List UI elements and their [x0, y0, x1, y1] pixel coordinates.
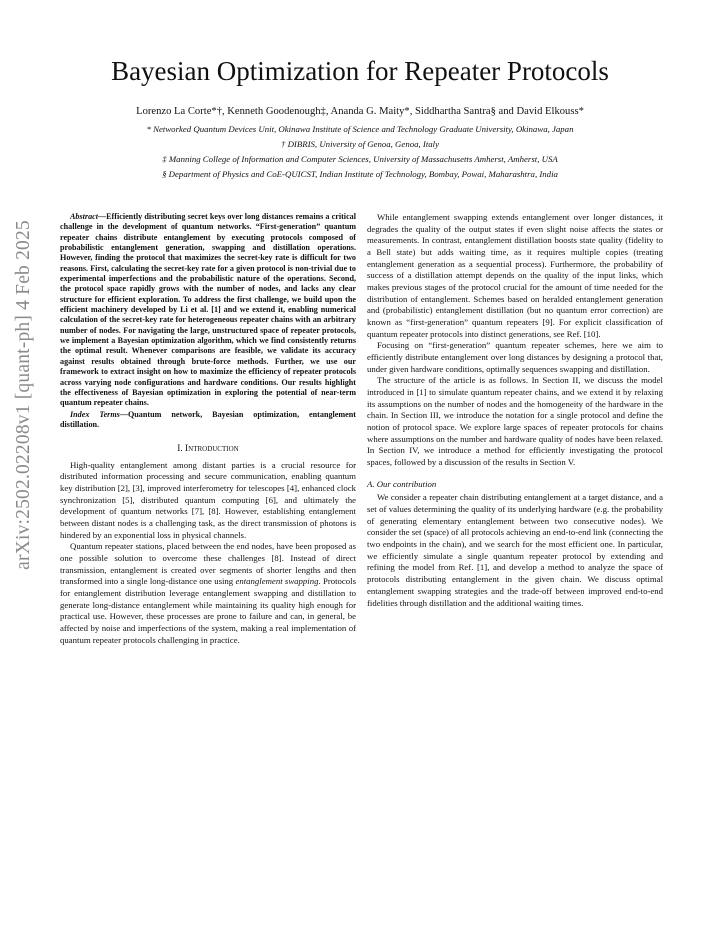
affiliation-3: ‡ Manning College of Information and Computer Sciences, University of Massachusetts Amherst, Amherst, USA — [162, 154, 558, 164]
index-terms-label: Index Terms — [70, 409, 120, 419]
intro-p2-part-b: . Protocols for entanglement distribution leverage entanglement swapping and distillation to generate long-distance entanglement while maintaining its quality high enough for practical use. However, these processes are prone to failure and can, in general, be affected by noise and imperfections of the system, making a real implementation of quantum repeater protocols challenging in practice. — [60, 576, 357, 645]
paper-title: Bayesian Optimization for Repeater Protocols — [111, 56, 609, 86]
left-column — [60, 212, 356, 646]
intro-p2-emphasis: entanglement swapping — [235, 576, 319, 587]
affiliation-4: § Department of Physics and CoE-QUICST, Indian Institute of Technology, Bombay, Powai, Maharashtra, India — [162, 169, 558, 179]
right-paragraph-1: While entanglement swapping extends entanglement over longer distances, it degrades the quality of the output states if even slight noise affects the states or measurements. In contrast, entanglement distillation boosts state quality (fidelity to a Bell state) but adds waiting time, as it requires multiple copies (treating entanglement generation as a sequential process). Furthermore, the probability of success of a distillation attempt depends on the quality of the input links, which makes previous stages of the protocol crucial for the amount of time needed for the distribution of entanglement. Schemes based on heralded entanglement generation and (probabilistic) entanglement distillation (but no quantum error correction) are known as “first-generation” quantum repeaters [9]. For explicit classification of quantum repeater protocols into distinct generations, see Ref. [10]. — [367, 212, 663, 339]
right-paragraph-3: The structure of the article is as follows. In Section II, we discuss the model introduced in [1] to simulate quantum repeater chains, and we extend it by relaxing its assumptions on the number of nodes and the homogeneity of the hardware in the chain. In Section III, we introduce the notation for a single protocol and define the notion of protocol space. We explore large spaces of repeater protocols for chains where assumptions on the number and hardware quality of nodes have been relaxed. In Section IV, we introduce a method for efficiently investigating the protocol spaces, followed by a discussion of the results in Section V. — [367, 375, 663, 468]
abstract-label: Abstract — [70, 212, 98, 221]
intro-paragraph-2 — [60, 541, 356, 646]
index-terms — [60, 410, 356, 431]
intro-p2-part-a: Quantum repeater stations, placed between the end nodes, have been proposed as one possible solution to overcome these challenges [8]. Instead of direct transmission, entanglement is created over segments of shorter lengths and then transformed into a single long-distance one using — [60, 541, 356, 587]
subsection-heading-contribution: A. Our contribution — [367, 478, 437, 489]
author-list: Lorenzo La Corte*†, Kenneth Goodenough‡, Ananda G. Maity*, Siddhartha Santra§ and David Elkouss* — [136, 106, 584, 117]
section-heading-introduction: I. Introduction — [177, 444, 239, 455]
arxiv-identifier: arXiv:2502.02208v1 [quant-ph] 4 Feb 2025 — [13, 220, 34, 570]
affiliation-2: † DIBRIS, University of Genoa, Genoa, Italy — [280, 139, 440, 149]
abstract-text: —Efficiently distributing secret keys over long distances remains a critical challenge in the development of quantum networks. “First-generation” quantum repeater chains distribute entanglement by executing protocols composed of probabilistic entanglement generation, swapping and distillation operations. However, finding the protocol that maximizes the secret-key rate is difficult for two reasons. First, calculating the secret-key rate for a given protocol is non-trivial due to experimental imperfections and the probabilistic nature of the operations. Second, the protocol space rapidly grows with the number of nodes, and lacks any clear structure for efficient exploration. To address the first challenge, we build upon the efficient machinery developed by Li et al. [1] and we extend it, enabling numerical calculation of the secret-key rate for heterogeneous repeater chains with an arbitrary number of nodes. For navigating the large, unstructured space of repeater protocols, we implement a Bayesian optimization algorithm, which we find consistently returns the optimal result. Whenever comparisons are feasible, we validate its accuracy against results obtained through brute-force methods. Further, we use our framework to extract insight on how to maximize the efficiency of repeater protocols across varying node configurations and hardware conditions. Our results highlight the effectiveness of Bayesian optimization in exploring the potential of near-term quantum repeater chains. — [60, 212, 356, 408]
right-paragraph-2: Focusing on “first-generation” quantum repeater schemes, here we aim to efficiently distribute entanglement over long distances by designing a protocol that, under given hardware conditions, optimally sequences swapping and distillation. — [367, 340, 663, 374]
abstract — [60, 212, 356, 409]
index-terms-text: —Quantum network, Bayesian optimization, entanglement distillation. — [60, 409, 356, 429]
right-paragraph-4: We consider a repeater chain distributing entanglement at a target distance, and a set of values determining the quality of its underlying hardware (e.g. the probability of generating elementary entanglement between two consecutive nodes). We consider the set (space) of all protocols achieving an end-to-end link (connecting the two endpoints in the chain), and we search for the most efficient one. In particular, we efficiently simulate a single quantum repeater protocol by extending and refining the model from Ref. [1], and develop a method to analyze the space of protocols distributing entanglement in the given chain. We discuss optimal entanglement swapping strategies and the trade-off between improved end-to-end fidelities through distillation and the additional waiting times. — [367, 492, 663, 608]
right-column — [367, 212, 663, 609]
affiliation-1: * Networked Quantum Devices Unit, Okinawa Institute of Science and Technology Graduate University, Okinawa, Japan — [146, 124, 574, 134]
intro-paragraph-1: High-quality entanglement among distant parties is a crucial resource for distributed information processing and secure communication, enabling quantum key distribution [2], [3], improved interferometry for telescopes [4], enhanced clock synchronization [5], distributed quantum computing [6], and ultimately the development of quantum networks [7], [8]. However, establishing entanglement between distant nodes is a challenging task, as the direct transmission of photons is hindered by an exponential loss in physical channels. — [60, 459, 356, 540]
